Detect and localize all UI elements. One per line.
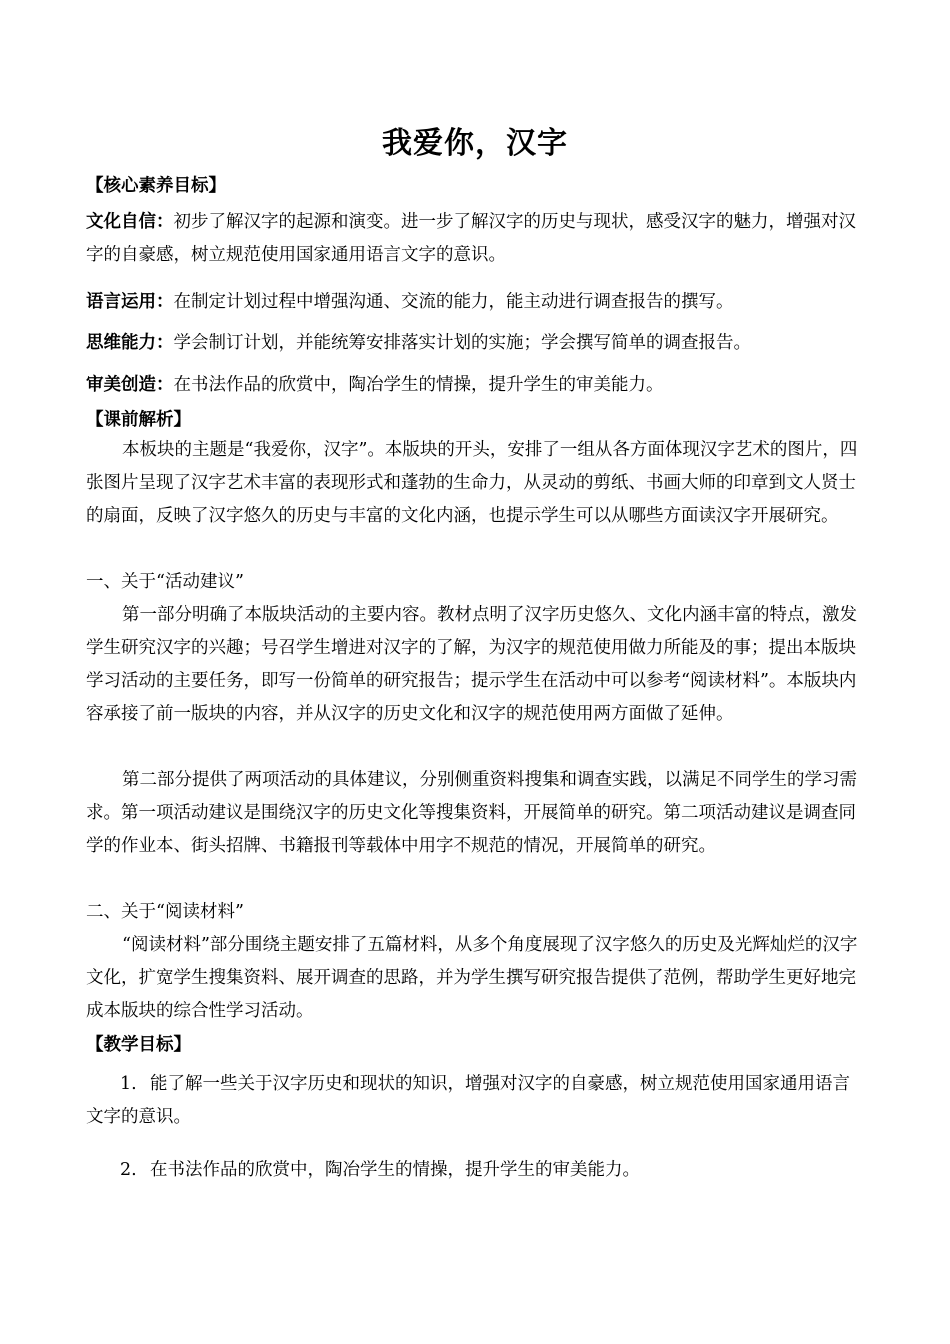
core-goal-label: 思维能力： — [86, 333, 174, 353]
section-heading-core-goals: 【核心素养目标】 — [86, 176, 226, 196]
core-goal-label: 语言运用： — [86, 292, 174, 312]
core-goal-label: 审美创造： — [86, 375, 174, 395]
section-heading-preview: 【课前解析】 — [86, 410, 191, 430]
core-goal-aesthetic — [86, 369, 866, 402]
document-title: 我爱你，汉字 — [382, 126, 568, 161]
core-goal-text: 在书法作品的欣赏中，陶冶学生的情操，提升学生的审美能力。 — [173, 375, 664, 395]
teaching-goal-item — [86, 1068, 866, 1134]
preview-intro: 本板块的主题是“我爱你，汉字”。本版块的开头，安排了一组从各方面体现汉字艺术的图片，四张图片呈现了汉字艺术丰富的表现形式和蓬勃的生命力，从灵动的剪纸、书画大师的印章到文人贤士的扇面，反映了汉字悠久的历史与丰富的文化内涵，也提示学生可以从哪些方面读汉字开展研究。 — [86, 440, 858, 526]
preview-paragraph-2: 第二部分提供了两项活动的具体建议，分别侧重资料搜集和调查实践，以满足不同学生的学习需求。第一项活动建议是围绕汉字的历史文化等搜集资料，开展简单的研究。第二项活动建议是调查同学的作业本、街头招牌、书籍报刊等载体中用字不规范的情况，开展简单的研究。 — [86, 770, 857, 856]
preview-paragraph-1: 第一部分明确了本版块活动的主要内容。教材点明了汉字历史悠久、文化内涵丰富的特点，激发学生研究汉字的兴趣；号召学生增进对汉字的了解，为汉字的规范使用做力所能及的事；提出本版块学习活动的主要任务，即写一份简单的研究报告；提示学生在活动中可以参考“阅读材料”。本版块内容承接了前一版块的内容，并从汉字的历史文化和汉字的规范使用两方面做了延伸。 — [86, 605, 857, 724]
core-goal-thinking — [86, 327, 866, 360]
core-goal-language — [86, 286, 866, 319]
teaching-goal-text: 能了解一些关于汉字历史和现状的知识，增强对汉字的自豪感，树立规范使用国家通用语言文字的意识。 — [86, 1074, 850, 1127]
core-goal-text: 在制定计划过程中增强沟通、交流的能力，能主动进行调查报告的撰写。 — [173, 292, 734, 312]
teaching-goal-text: 在书法作品的欣赏中，陶冶学生的情操，提升学生的审美能力。 — [150, 1160, 640, 1180]
list-number: 1. — [120, 1074, 137, 1094]
core-goal-culture — [86, 206, 866, 272]
preview-heading-reading: 二、关于“阅读材料” — [86, 902, 244, 922]
core-goal-label: 文化自信： — [86, 212, 174, 232]
core-goal-text: 初步了解汉字的起源和演变。进一步了解汉字的历史与现状，感受汉字的魅力，增强对汉字的自豪感，树立规范使用国家通用语言文字的意识。 — [86, 212, 856, 265]
teaching-goal-item — [86, 1154, 866, 1187]
list-number: 2. — [120, 1160, 137, 1180]
section-heading-teaching-goals: 【教学目标】 — [86, 1035, 191, 1055]
preview-heading-activity: 一、关于“活动建议” — [86, 572, 244, 592]
core-goal-text: 学会制订计划，并能统筹安排落实计划的实施；学会撰写简单的调查报告。 — [173, 333, 751, 353]
preview-paragraph-3: “阅读材料”部分围绕主题安排了五篇材料，从多个角度展现了汉字悠久的历史及光辉灿烂的汉字文化，扩宽学生搜集资料、展开调查的思路，并为学生撰写研究报告提供了范例，帮助学生更好地完成本版块的综合性学习活动。 — [86, 935, 858, 1021]
